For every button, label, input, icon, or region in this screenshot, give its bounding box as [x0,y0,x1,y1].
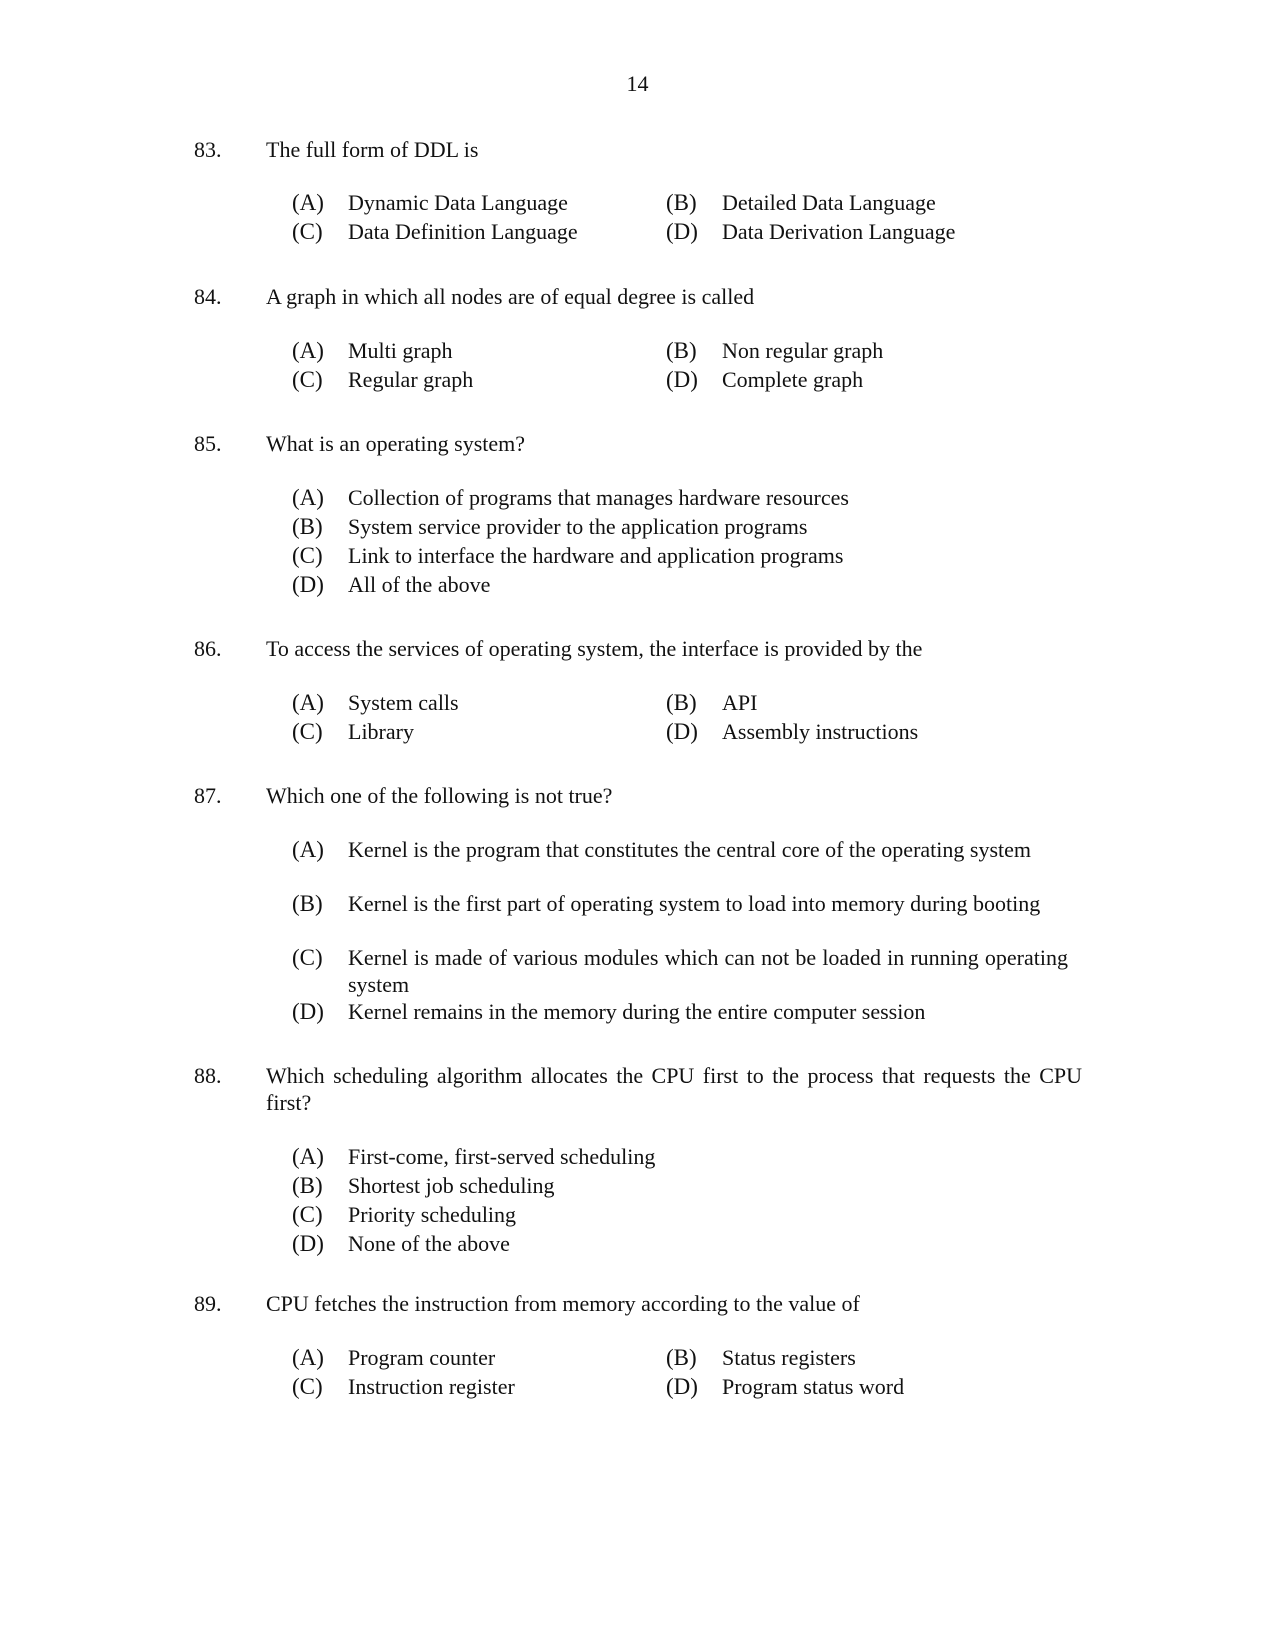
question-number: 83. [194,137,222,162]
question-number: 89. [194,1291,222,1316]
option-text: Link to interface the hardware and application programs [348,543,844,568]
option-letter: (D) [666,367,698,392]
option-letter: (D) [292,572,324,597]
question-text: What is an operating system? [266,431,526,456]
option-letter: (A) [292,485,324,510]
question-text: CPU fetches the instruction from memory according to the value of [266,1291,860,1316]
question-text: Which one of the following is not true? [266,783,613,808]
question-85 [0,430,1275,458]
question-89 [0,1290,1275,1318]
option-letter: (C) [292,1374,323,1399]
option-letter: (B) [292,891,323,916]
option-letter: (D) [666,1374,698,1399]
question-number: 84. [194,284,222,309]
option-letter: (B) [666,338,697,363]
option-text: All of the above [348,572,491,597]
option-letter: (C) [292,945,323,970]
option-text: API [722,690,758,715]
option-letter: (B) [666,190,697,215]
option-text: Data Definition Language [348,219,578,244]
option-text: Shortest job scheduling [348,1173,555,1198]
question-text: A graph in which all nodes are of equal degree is called [266,284,755,309]
option-letter: (A) [292,837,324,862]
option-text: Detailed Data Language [722,190,936,215]
question-text: To access the services of operating system, the interface is provided by the [266,636,923,661]
option-text: None of the above [348,1231,510,1256]
option-letter: (B) [666,690,697,715]
option-text: Dynamic Data Language [348,190,568,215]
page-number: 14 [626,71,649,96]
question-number: 87. [194,783,222,808]
question-88 [0,1062,1275,1115]
option-letter: (D) [292,1231,324,1256]
option-text: Regular graph [348,367,474,392]
option-letter: (B) [666,1345,697,1370]
question-number: 85. [194,431,222,456]
question-text: Which scheduling algorithm allocates the CPU first to the process that requests the CPU first? [266,1063,1082,1115]
option-text: System service provider to the application programs [348,514,808,539]
option-text: Multi graph [348,338,453,363]
question-84 [0,283,1275,311]
option-text: Instruction register [348,1374,515,1399]
option-letter: (A) [292,1144,324,1169]
question-number: 88. [194,1063,222,1088]
option-letter: (A) [292,338,324,363]
option-text: Program counter [348,1345,496,1370]
question-86 [0,635,1275,663]
option-text: Data Derivation Language [722,219,956,244]
question-text: The full form of DDL is [266,137,479,162]
option-letter: (C) [292,719,323,744]
option-text: Non regular graph [722,338,884,363]
question-83 [0,136,1275,164]
option-text: Kernel is the first part of operating system to load into memory during booting [348,891,1041,916]
option-letter: (D) [666,219,698,244]
option-letter: (A) [292,1345,324,1370]
option-text: Status registers [722,1345,856,1370]
option-text: First-come, first-served scheduling [348,1144,656,1169]
option-letter: (C) [292,1202,323,1227]
option-text: Library [348,719,414,744]
option-letter: (A) [292,190,324,215]
option-letter: (B) [292,514,323,539]
option-letter: (C) [292,219,323,244]
option-letter: (C) [292,367,323,392]
question-number: 86. [194,636,222,661]
option-text: Assembly instructions [722,719,919,744]
option-text: Priority scheduling [348,1202,517,1227]
option-letter: (B) [292,1173,323,1198]
question-87 [0,782,1275,810]
option-text: Collection of programs that manages hardware resources [348,485,849,510]
option-letter: (D) [666,719,698,744]
option-text: Program status word [722,1374,905,1399]
option-text: Kernel is made of various modules which can not be loaded in running operating system [348,945,1068,997]
option-letter: (C) [292,543,323,568]
option-letter: (D) [292,999,324,1024]
option-letter: (A) [292,690,324,715]
option-text: Kernel remains in the memory during the entire computer session [348,999,926,1024]
option-text: System calls [348,690,459,715]
option-text: Kernel is the program that constitutes the central core of the operating system [348,837,1031,862]
option-text: Complete graph [722,367,864,392]
